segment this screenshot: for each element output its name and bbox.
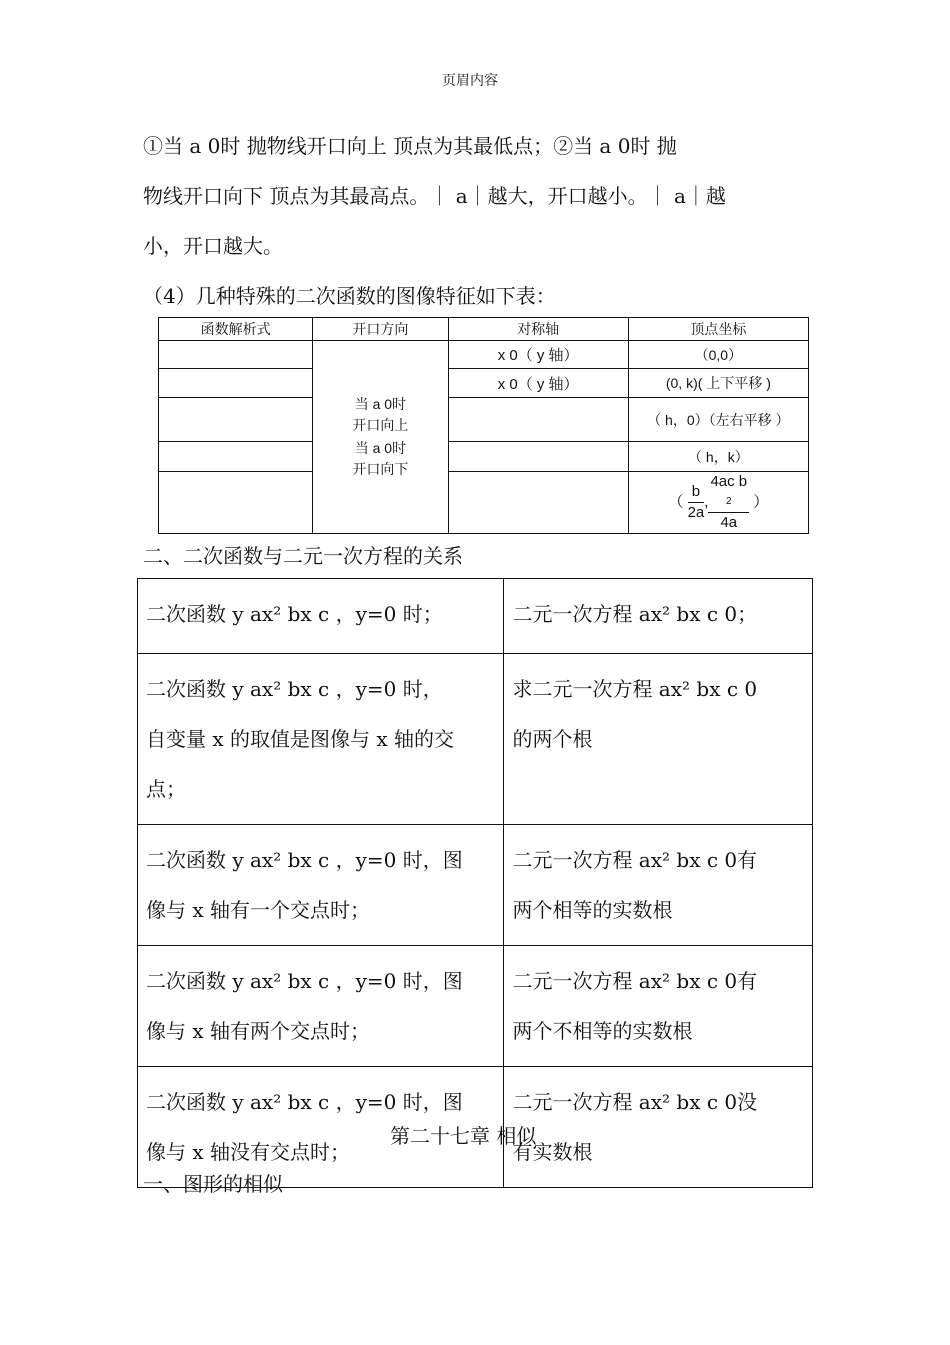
header-cell: 开口方向 (313, 318, 448, 341)
intro-line-4: （4）几种特殊的二次函数的图像特征如下表： (143, 284, 556, 308)
cell-line: 二次函数 y ax² bx c ，y=0 时，图 (146, 969, 463, 993)
denominator: 2a (687, 504, 705, 521)
section-3-title: 一、图形的相似 (143, 1172, 283, 1196)
axis-cell: x 0（ y 轴） (448, 341, 628, 369)
fraction-4ac-b2 (708, 472, 749, 533)
header-cell: 函数解析式 (159, 318, 313, 341)
exponent: 2 (726, 496, 732, 507)
opening-line: 开口向上 (352, 418, 409, 434)
fraction-b-2a (688, 482, 705, 523)
cell-line: 二次函数 y ax² bx c ，y=0 时，图 (146, 1090, 463, 1114)
cell-line: 二元一次方程 ax² bx c 0有 (512, 848, 758, 872)
page-header: 页眉内容 (442, 73, 498, 89)
cell-line: 像与 x 轴没有交点时； (146, 1140, 350, 1164)
cell-line: 二次函数 y ax² bx c ，y=0 时， (146, 677, 443, 701)
cell-line: 像与 x 轴有一个交点时； (146, 898, 370, 922)
right-cell (504, 825, 813, 946)
vertex-cell: (0, k)( 上下平移 ) (628, 369, 808, 398)
cell-line: 两个相等的实数根 (512, 898, 673, 922)
left-cell (138, 579, 504, 654)
cell-line: 自变量 x 的取值是图像与 x 轴的交 (146, 727, 454, 751)
axis-cell (448, 472, 628, 534)
opening-direction-cell (313, 341, 448, 534)
comma: , (704, 493, 709, 511)
opening-line: 开口向下 (352, 462, 409, 478)
numerator: b (688, 482, 705, 503)
cell-line: 有实数根 (512, 1140, 593, 1164)
function-equation-table (137, 578, 813, 1188)
special-functions-table (158, 317, 809, 534)
intro-line-1: ①当 a 0时 抛物线开口向上 顶点为其最低点；②当 a 0时 抛 (143, 134, 677, 158)
axis-cell: x 0（ y 轴） (448, 369, 628, 398)
formula-cell (159, 369, 313, 398)
formula-cell (159, 341, 313, 369)
cell-line: 的两个根 (512, 727, 593, 751)
denominator: 4a (720, 514, 738, 531)
numerator-text: 4ac b (710, 473, 748, 490)
vertex-cell: （ h，0）（左右平移 ） (628, 398, 808, 442)
cell-line: 二元一次方程 ax² bx c 0没 (512, 1090, 758, 1114)
right-cell (504, 946, 813, 1067)
opening-line: 当 a 0时 (354, 396, 407, 412)
paren-open: （ (668, 493, 684, 511)
cell-line: 两个不相等的实数根 (512, 1019, 693, 1043)
header-cell: 对称轴 (448, 318, 628, 341)
formula-cell (159, 442, 313, 472)
cell-line: 二次函数 y ax² bx c ，y=0 时； (146, 602, 443, 626)
formula-cell (159, 398, 313, 442)
axis-cell (448, 442, 628, 472)
vertex-cell: （0,0） (628, 341, 808, 369)
left-cell (138, 946, 504, 1067)
axis-cell (448, 398, 628, 442)
cell-line: 像与 x 轴有两个交点时； (146, 1019, 370, 1043)
vertex-cell: （ h，k） (628, 442, 808, 472)
numerator (708, 472, 749, 513)
cell-line: 二元一次方程 ax² bx c 0有 (512, 969, 758, 993)
cell-line: 二次函数 y ax² bx c ，y=0 时，图 (146, 848, 463, 872)
formula-cell (159, 472, 313, 534)
left-cell (138, 825, 504, 946)
header-cell: 顶点坐标 (628, 318, 808, 341)
vertex-cell-general (628, 472, 808, 534)
right-cell (504, 579, 813, 654)
cell-line: 二元一次方程 ax² bx c 0； (512, 602, 758, 626)
cell-line: 点； (146, 777, 186, 801)
right-cell (504, 654, 813, 825)
intro-line-2: 物线开口向下 顶点为其最高点。｜ a｜越大，开口越小。｜ a｜越 (143, 184, 726, 208)
paren-close: ） (753, 493, 769, 511)
intro-line-3: 小，开口越大。 (143, 234, 283, 258)
opening-line: 当 a 0时 (354, 440, 407, 456)
right-cell (504, 1067, 813, 1188)
left-cell (138, 654, 504, 825)
chapter-title: 第二十七章 相似 (390, 1124, 537, 1148)
cell-line: 求二元一次方程 ax² bx c 0 (512, 677, 758, 701)
section-2-title: 二、二次函数与二元一次方程的关系 (143, 544, 463, 568)
